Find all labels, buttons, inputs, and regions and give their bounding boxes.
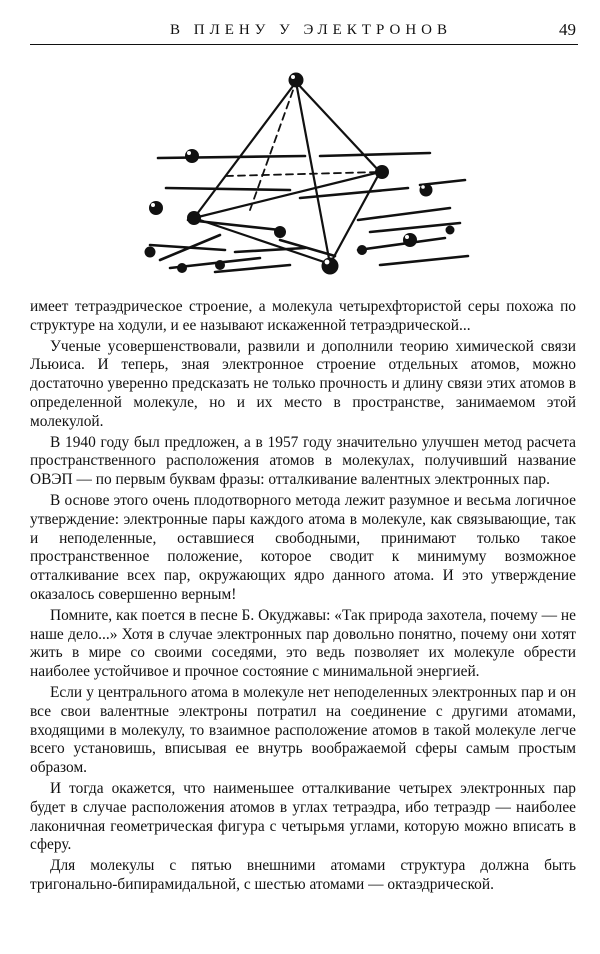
paragraph: имеет тетраэдрическое строение, а молекула четырехфтористой серы похожа по структуре на ходули, и ее называют искаженной тетраэдрической... — [30, 298, 576, 334]
paragraph: В 1940 году был предложен, а в 1957 году значительно улучшен метод расчета пространственного расположения атомов в молекулах, получивший название ОВЭП — по первым буквам фразы: отталкивание валентных электронных пар. — [30, 433, 576, 489]
paragraph: В основе этого очень плодотворного метода лежит разумное и весьма логичное утверждение: электронные пары каждого атома в молекуле, как связывающие, так и неподеленные, оставшиеся свободными, принимают только такое пространственное положение, которое сводит к минимуму возможное отталкивание всех пар, окружающих ядро данного атома. И это утверждение оказалось совершенно верным! — [30, 491, 576, 603]
tetrahedral-molecule-sketch-icon — [130, 60, 475, 290]
paragraph: И тогда окажется, что наименьшее отталкивание четырех электронных пар будет в случае расположения атомов в углах тетраэдра, ибо тетраэдр — наиболее лаконичная геометрическая фигура с четырьмя углами, которую можно вписать в сферу. — [30, 779, 576, 854]
paragraph: Если у центрального атома в молекуле нет неподеленных электронных пар и он все свои валентные электроны потратил на соединение с другими атомами, входящими в молекулу, то взаимное расположение атомов в такой молекуле легче всего установишь, вписывая ее внутрь воображаемой сферы самым простым образом. — [30, 683, 576, 777]
paragraph: Помните, как поется в песне Б. Окуджавы: «Так природа захотела, почему — не наше дело...» Хотя в случае электронных пар довольно понятно, почему они хотят жить в мире со своими соседями, это ведь позволяет их молекуле обрести наиболее устойчивое и прочное состояние с минимальной энергией. — [30, 606, 576, 681]
paragraph: Ученые усовершенствовали, развили и дополнили теорию химической связи Льюиса. И теперь, зная электронное строение отдельных атомов, можно достаточно уверенно предсказать не только прочность и длину связи этих атомов в определенной молекуле, но и их место в пространстве, занимаемом этой молекулой. — [30, 337, 576, 430]
body-text — [30, 298, 576, 897]
page-number: 49 — [559, 20, 576, 39]
header-rule — [30, 44, 578, 45]
paragraph: Для молекулы с пятью внешними атомами структура должна быть тригонально-бипирамидальной, с шестью атомами — октаэдрической. — [30, 857, 576, 893]
running-header — [30, 18, 578, 44]
running-title: В ПЛЕНУ У ЭЛЕКТРОНОВ — [170, 22, 452, 38]
